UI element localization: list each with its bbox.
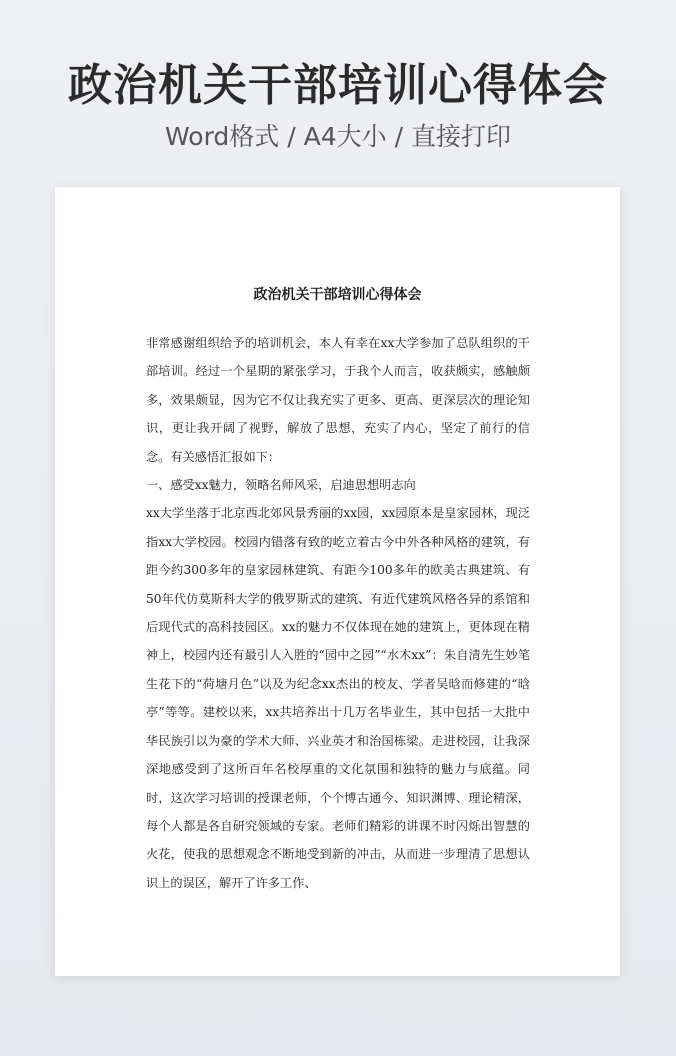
main-title: 政治机关干部培训心得体会 [68,60,608,111]
document-page [55,187,620,976]
format-subtitle: Word格式 / A4大小 / 直接打印 [165,122,511,151]
document-body [146,329,530,897]
intro-paragraph: 非常感谢组织给予的培训机会，本人有幸在xx大学参加了总队组织的干部培训。经过一个星期的紧张学习，于我个人而言，收获颇实，感触颇多，效果颇显，因为它不仅让我充实了更多、更高、更深层次的理论知识，更让我开阔了视野，解放了思想，充实了内心，坚定了前行的信念。有关感悟汇报如下： [146,336,530,464]
body-paragraph: xx大学坐落于北京西北郊风景秀丽的xx园，xx园原本是皇家园林，现泛指xx大学校园。校园内错落有致的屹立着古今中外各种风格的建筑，有距今约300多年的皇家园林建筑、有距今100多年的欧美古典建筑、有50年代仿莫斯科大学的俄罗斯式的建筑、有近代建筑风格各异的系馆和后现代式的高科技园区。xx的魅力不仅体现在她的建筑上，更体现在精神上，校园内还有最引人入胜的“园中之园”“水木xx”：朱自清先生妙笔生花下的“荷塘月色”以及为纪念xx杰出的校友、学者吴晗而修建的“晗亭”等等。建校以来，xx共培养出十几万名毕业生，其中包括一大批中华民族引以为豪的学术大师、兴业英才和治国栋梁。走进校园，让我深深地感受到了这所百年名校厚重的文化氛围和独特的魅力与底蕴。同时，这次学习培训的授课老师，个个博古通今、知识渊博、理论精深，每个人都是各自研究领域的专家。老师们精彩的讲课不时闪烁出智慧的火花，使我的思想观念不断地受到新的冲击，从而进一步理清了思想认识上的误区，解开了许多工作、 [146,506,530,890]
document-title: 政治机关干部培训心得体会 [253,287,422,303]
section-heading: 一、感受xx魅力，领略名师风采，启迪思想明志向 [146,478,416,493]
page-header [0,58,676,154]
